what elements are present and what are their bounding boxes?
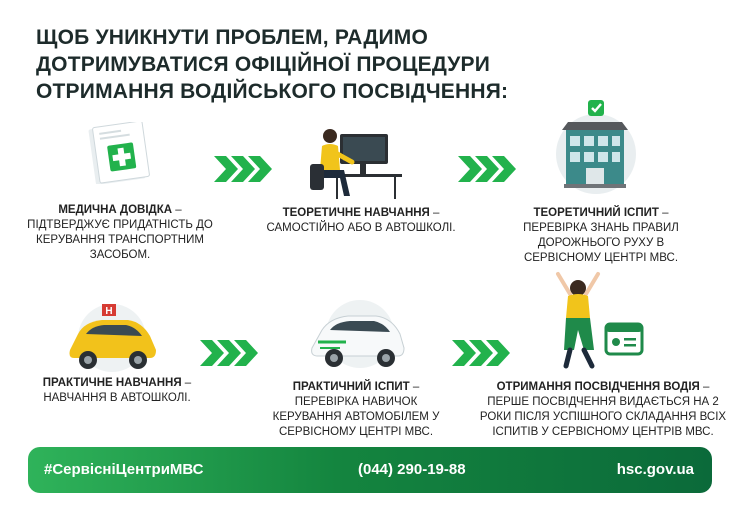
title-line-1: ЩОБ УНИКНУТИ ПРОБЛЕМ, РАДИМО [36,26,429,49]
footer-hashtag: #СервісніЦентриМВС [44,461,204,478]
chevron-arrow-icon [452,340,510,366]
step-title: ТЕОРЕТИЧНЕ НАВЧАННЯ [282,207,430,219]
step-description-line: ПЕРЕВІРКА НАВИЧОК [294,396,418,408]
driving-school-car-icon [62,298,162,374]
step-title: ОТРИМАННЯ ПОСВІДЧЕННЯ ВОДІЯ [496,381,700,393]
page-title [36,24,556,105]
step-description-line: ЗАСОБОМ. [89,249,151,261]
chevron-arrow-icon [214,156,272,182]
footer-website-link[interactable]: hsc.gov.ua [616,461,694,478]
step-description-line: НАВЧАННЯ В АВТОШКОЛІ. [43,392,191,404]
medical-certificate-icon [86,122,156,184]
step-title: МЕДИЧНА ДОВІДКА [58,204,173,216]
step-title: ТЕОРЕТИЧНИЙ ІСПИТ [533,207,659,219]
step-description-line: ПІДТВЕРДЖУЄ ПРИДАТНІСТЬ ДО [27,219,213,231]
step-theory-exam: ТЕОРЕТИЧНИЙ ІСПИТ – ПЕРЕВІРКА ЗНАНЬ ПРАВИЛ ДОРОЖНЬОГО РУХУ В СЕРВІСНОМУ ЦЕНТРІ МВС. [506,206,696,266]
exam-car-icon [306,296,410,372]
step-description-line: ПЕРШЕ ПОСВІДЧЕННЯ ВИДАЄТЬСЯ НА 2 [487,396,719,408]
step-title: ПРАКТИЧНЕ НАВЧАННЯ [42,377,182,389]
step-license-issue: ОТРИМАННЯ ПОСВІДЧЕННЯ ВОДІЯ – ПЕРШЕ ПОСВІДЧЕННЯ ВИДАЄТЬСЯ НА 2 РОКИ ПІСЛЯ УСПІШНОГО СКЛАДАННЯ ВСІХ ІСПИТІВ У СЕРВІСНОМУ ЦЕНТРІВ МВС. [479,381,727,438]
step-description-line: СЕРВІСНОМУ ЦЕНТРІ МВС. [278,426,434,438]
footer-banner [28,447,712,493]
chevron-arrow-icon [458,156,516,182]
chevron-arrow-icon [200,340,258,366]
step-practical-training: ПРАКТИЧНЕ НАВЧАННЯ – НАВЧАННЯ В АВТОШКОЛІ. [22,376,212,406]
step-description-line: ПЕРЕВІРКА ЗНАНЬ ПРАВИЛ [523,222,679,234]
person-at-computer-icon [300,122,405,200]
svg-text:H: H [105,306,113,317]
step-medical-certificate: МЕДИЧНА ДОВІДКА – ПІДТВЕРДЖУЄ ПРИДАТНІСТЬ ДО КЕРУВАННЯ ТРАНСПОРТНИМ ЗАСОБОМ. [20,203,220,263]
step-title: ПРАКТИЧНИЙ ІСПИТ [292,381,410,393]
step-description-line: СЕРВІСНОМУ ЦЕНТРІ МВС. [523,252,679,264]
step-description-line: РОКИ ПІСЛЯ УСПІШНОГО СКЛАДАННЯ ВСІХ [479,411,727,423]
step-description-line: ІСПИТІВ У СЕРВІСНОМУ ЦЕНТРІВ МВС. [492,426,714,438]
footer-phone: (044) 290-19-88 [358,461,466,478]
step-description-line: КЕРУВАННЯ АВТОМОБІЛЕМ У [272,411,440,423]
happy-person-with-license-icon [548,270,648,372]
title-line-3: ОТРИМАННЯ ВОДІЙСЬКОГО ПОСВІДЧЕННЯ: [36,80,509,103]
step-description-line: ДОРОЖНЬОГО РУХУ В [537,237,665,249]
step-practical-exam: ПРАКТИЧНИЙ ІСПИТ – ПЕРЕВІРКА НАВИЧОК КЕРУВАННЯ АВТОМОБІЛЕМ У СЕРВІСНОМУ ЦЕНТРІ МВС. [256,380,456,440]
step-theory-training: ТЕОРЕТИЧНЕ НАВЧАННЯ – САМОСТІЙНО АБО В АВТОШКОЛІ. [256,206,466,236]
step-description-line: КЕРУВАННЯ ТРАНСПОРТНИМ [36,234,204,246]
title-line-2: ДОТРИМУВАТИСЯ ОФІЦІЙНОЇ ПРОЦЕДУРИ [36,53,491,76]
service-center-building-icon [552,98,642,198]
step-description-line: САМОСТІЙНО АБО В АВТОШКОЛІ. [266,222,456,234]
